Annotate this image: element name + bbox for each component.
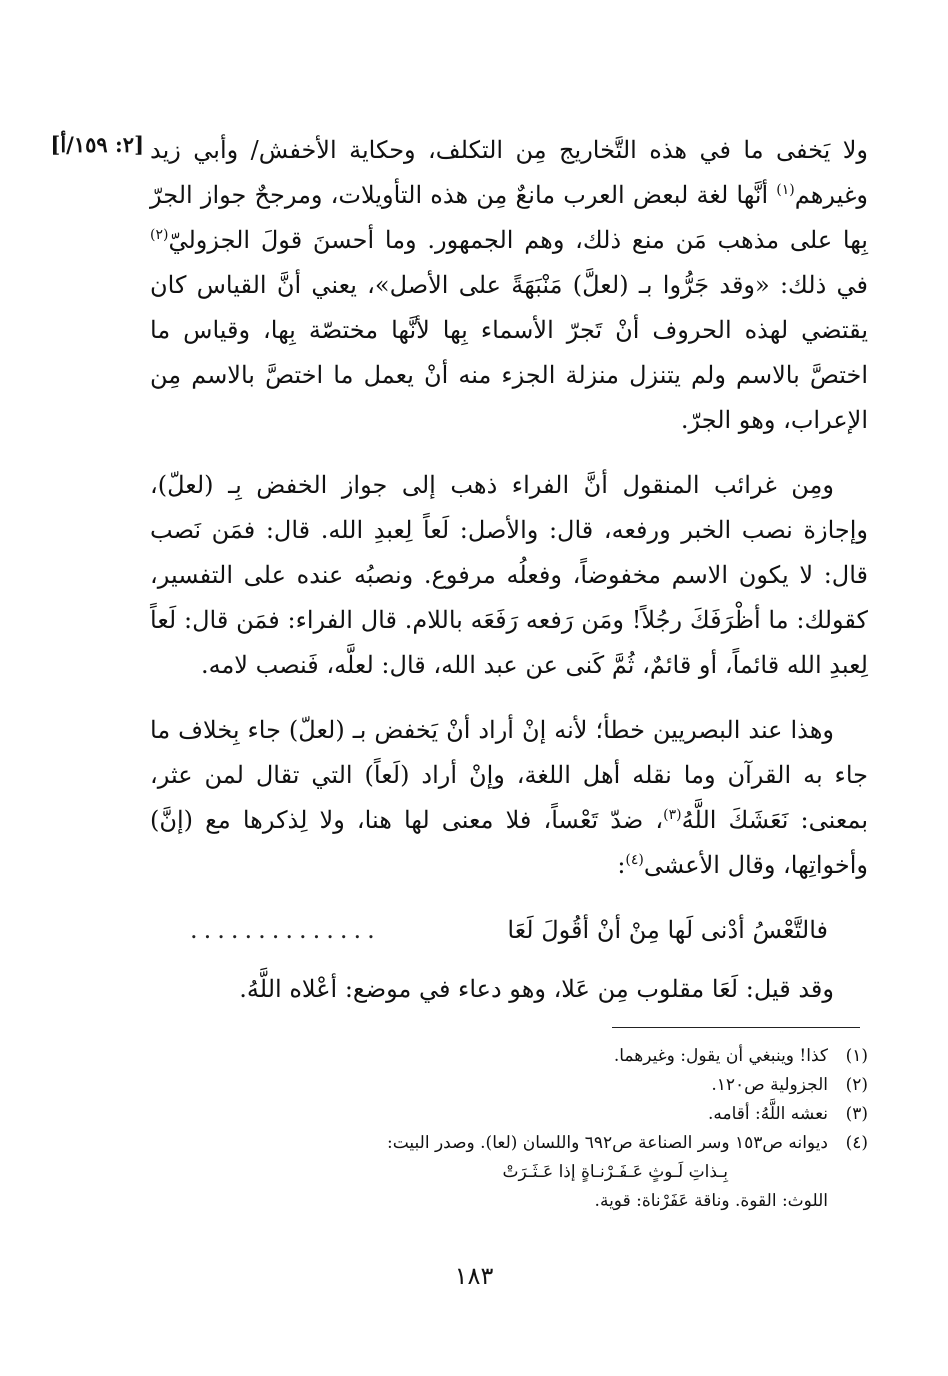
footnote-separator: [612, 1027, 860, 1028]
footnote-text: نعشه اللَّهُ: أقامه.: [707, 1104, 828, 1124]
manuscript-folio-reference: [٢: ١٥٩/أ]: [50, 132, 144, 157]
paragraph-4: وقد قيل: لَعَا مقلوب مِن عَلا، وهو دعاء في موضع: أعْلاه اللَّهُ.: [239, 975, 834, 1003]
page-number: ١٨٣: [454, 1262, 494, 1290]
footnote-1: [300, 1042, 868, 1071]
footnote-text: ديوانه ص١٥٣ وسر الصناعة ص٦٩٢ واللسان (لعا). وصدر البيت:: [386, 1133, 828, 1153]
paragraph-1-text: ولا يَخفى ما في هذه التَّخاريج مِن التكلف، وحكاية الأخفش/ وأبي زيد وغيرهم: [150, 136, 868, 209]
footnote-ref-1[interactable]: (١): [776, 182, 795, 198]
footnote-number: (٢): [845, 1075, 868, 1095]
paragraph-1-text-2: أنَّها لغة لبعض العرب مانعٌ مِن هذه التأويلات، ومرجحٌ جواز الجرّ بِها على مذهب مَن منع ذلك، وهم الجمهور. وما أحسنَ قولَ الجزوليّ: [150, 181, 868, 254]
footnote-number: (٣): [845, 1104, 868, 1124]
footnote-ref-3[interactable]: (٣): [663, 807, 682, 823]
footnote-ref-2[interactable]: (٢): [150, 227, 169, 243]
footnote-4: [300, 1129, 868, 1158]
footnote-2: [300, 1071, 868, 1100]
paragraph-3-text-2: ، ضدّ تَعْساً، فلا معنى لها هنا، ولا لِذكرها مع (إنَّ) وأخواتِها، وقال الأعشى: [150, 806, 868, 879]
footnote-text: الجزولية ص١٢٠.: [711, 1075, 828, 1095]
paragraph-1: [150, 128, 868, 443]
footnote-4-note: اللوث: القوة. وناقة عَفَرْناة: قوية.: [594, 1191, 828, 1211]
footnote-number: (٤): [845, 1133, 868, 1153]
footnote-text: كذا! وينبغي أن يقول: وغيرهما.: [613, 1046, 828, 1066]
footnote-4-verse: بِـذاتِ لَـوثٍ عَـفَـرْنـاةٍ إذا عَـثَـرَتْ: [502, 1162, 728, 1182]
paragraph-3-text-3: :: [617, 851, 626, 879]
paragraph-3: [150, 708, 868, 888]
paragraph-2: ومِن غرائب المنقول أنَّ الفراء ذهب إلى جواز الخفض بِـ (لعلّ)، وإجازة نصب الخبر ورفعه، قال: والأصل: لَعاً لِعبدِ الله. قال: فمَن نَصب قال: لا يكون الاسم مخفوضاً، وفعلُه مرفوع. ونصبُه عنده على التفسير، كقولك: ما أظْرَفَكَ رجُلاً! ومَن رَفعه رَفَعَه باللام. قال الفراء: فمَن قال: لَعاً لِعبدِ الله قائماً، أو قائمٌ، ثُمَّ كَنى عن عبد الله، قال: لعلَّه، فَنصب لامه.: [150, 471, 868, 679]
paragraph-3-text: وهذا عند البصريين خطأ؛ لأنه إنْ أراد أنْ يَخفض بـ (لعلّ) جاء بِخلاف ما جاء به القرآن وما نقله أهل اللغة، وإنْ أراد (لَعاً) التي تقال لمن عثر، بمعنى: نَعَشَكَ اللَّهُ: [150, 716, 868, 834]
poetry-verse: [150, 908, 868, 953]
verse-first-hemistich-placeholder: ..............: [190, 916, 381, 944]
footnote-ref-4[interactable]: (٤): [625, 852, 644, 868]
footnotes: [300, 1042, 868, 1216]
footnote-3: [300, 1100, 868, 1129]
verse-second-hemistich: فالتَّعْسُ أدْنى لَها مِنْ أنْ أقُولَ لَعَا: [507, 916, 828, 944]
main-text: [150, 128, 868, 1012]
paragraph-1-text-3: في ذلك: «وقد جَرُّوا بـ (لعلَّ) مَنْبَهَةً على الأصل»، يعني أنَّ القياس كان يقتضي لهذه الحروف أنْ تَجرّ الأسماء بِها لأنَّها مختصّة بِها، وقياس ما اختصَّ بالاسم ولم يتنزل منزلة الجزء منه أنْ يعمل ما اختصَّ بالاسم مِن الإعراب، وهو الجرّ.: [150, 271, 868, 434]
footnote-number: (١): [845, 1046, 868, 1066]
